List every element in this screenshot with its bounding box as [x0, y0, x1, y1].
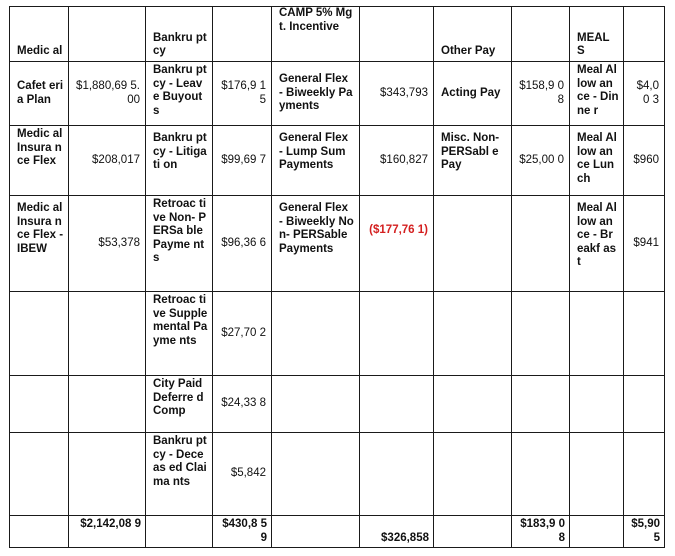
row-label: General Flex - Lump Sum Payments — [272, 126, 360, 196]
total-medical: $2,142,08 9 — [69, 516, 146, 548]
row-empty — [624, 376, 665, 433]
row-empty — [570, 376, 624, 433]
row-label: Retroac tive Non- PERSa ble Payme nts — [146, 196, 213, 292]
row-label: Meal Allow ance Lunch — [570, 126, 624, 196]
row-value: $27,70 2 — [213, 292, 272, 376]
row-empty — [10, 292, 69, 376]
compensation-table — [9, 6, 665, 548]
total-meals: $5,90 5 — [624, 516, 665, 548]
row-empty — [570, 433, 624, 516]
row-label: Cafet eria Plan — [10, 62, 69, 126]
row-empty — [624, 292, 665, 376]
header-bankruptcy: Bankru ptcy — [146, 7, 213, 62]
row-empty — [512, 376, 570, 433]
total-empty — [10, 516, 69, 548]
total-bankruptcy: $430,8 59 — [213, 516, 272, 548]
table-row — [10, 126, 665, 196]
header-empty — [213, 7, 272, 62]
row-value: $343,793 — [360, 62, 434, 126]
row-empty — [272, 292, 360, 376]
total-empty — [272, 516, 360, 548]
row-value: $5,842 — [213, 433, 272, 516]
row-empty — [434, 292, 512, 376]
header-empty — [360, 7, 434, 62]
row-empty — [512, 292, 570, 376]
total-empty — [434, 516, 512, 548]
row-label: General Flex - Biweekly Payments — [272, 62, 360, 126]
row-label: Medic al Insura nce Flex — [10, 126, 69, 196]
row-empty — [360, 292, 434, 376]
row-empty — [434, 376, 512, 433]
header-empty — [69, 7, 146, 62]
row-empty — [272, 376, 360, 433]
row-label: Meal Allow ance - Dinne r — [570, 62, 624, 126]
row-value: $99,69 7 — [213, 126, 272, 196]
row-value: $960 — [624, 126, 665, 196]
row-empty — [512, 196, 570, 292]
table-row — [10, 62, 665, 126]
row-empty — [512, 433, 570, 516]
row-label: Medic al Insura nce Flex -IBEW — [10, 196, 69, 292]
row-empty — [624, 433, 665, 516]
row-value: $176,9 15 — [213, 62, 272, 126]
table-row — [10, 196, 665, 292]
header-other-pay: Other Pay — [434, 7, 512, 62]
row-label: City Paid Deferre d Comp — [146, 376, 213, 433]
row-empty — [272, 433, 360, 516]
row-value: $208,017 — [69, 126, 146, 196]
row-value: $160,827 — [360, 126, 434, 196]
table-row — [10, 292, 665, 376]
header-meals: MEAL S — [570, 7, 624, 62]
row-label: Misc. Non- PERSabl e Pay — [434, 126, 512, 196]
row-empty — [69, 433, 146, 516]
row-label: Bankru ptcy - Litigati on — [146, 126, 213, 196]
row-value: $24,33 8 — [213, 376, 272, 433]
row-label: Meal Allow ance - Breakf ast — [570, 196, 624, 292]
header-camp: CAMP 5% Mgt. Incentive — [272, 7, 360, 62]
row-label: General Flex - Biweekly Non- PERSable Payments — [272, 196, 360, 292]
table-row — [10, 376, 665, 433]
row-value: $96,36 6 — [213, 196, 272, 292]
row-empty — [10, 376, 69, 433]
total-camp: $326,858 — [360, 516, 434, 548]
row-label: Bankru ptcy - Deceas ed Claima nts — [146, 433, 213, 516]
row-empty — [434, 196, 512, 292]
table-row — [10, 433, 665, 516]
row-empty — [434, 433, 512, 516]
total-empty — [146, 516, 213, 548]
header-empty — [512, 7, 570, 62]
row-value: $25,00 0 — [512, 126, 570, 196]
header-medical: Medic al — [10, 7, 69, 62]
row-value: $941 — [624, 196, 665, 292]
header-empty — [624, 7, 665, 62]
row-value: $53,378 — [69, 196, 146, 292]
row-empty — [360, 376, 434, 433]
row-value: $1,880,69 5.00 — [69, 62, 146, 126]
row-label: Acting Pay — [434, 62, 512, 126]
row-empty — [570, 292, 624, 376]
row-empty — [360, 433, 434, 516]
total-other-pay: $183,9 08 — [512, 516, 570, 548]
total-empty — [570, 516, 624, 548]
row-empty — [69, 292, 146, 376]
row-empty — [10, 433, 69, 516]
totals-row — [10, 516, 665, 548]
row-label: Retroac tive Supple mental Payme nts — [146, 292, 213, 376]
row-value: $4,00 3 — [624, 62, 665, 126]
negative-value: ($177,76 1) — [360, 196, 434, 292]
row-empty — [69, 376, 146, 433]
row-label: Bankru ptcy - Leave Buyout s — [146, 62, 213, 126]
row-value: $158,9 08 — [512, 62, 570, 126]
header-row — [10, 7, 665, 62]
